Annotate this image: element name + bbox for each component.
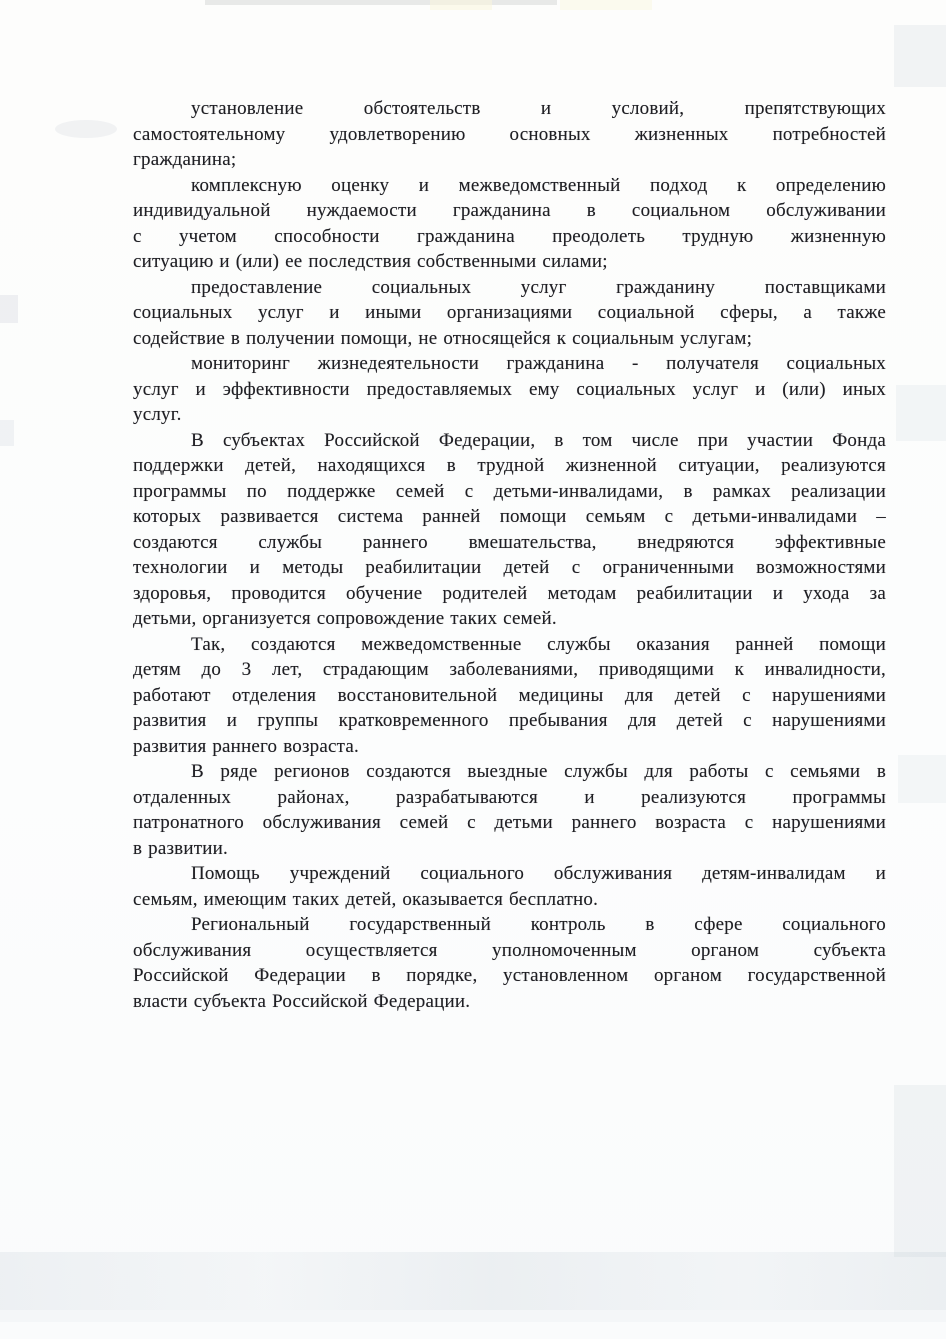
text-line: развития раннего возраста.: [133, 735, 359, 757]
text-line: В субъектах Российской Федерации, в том числе при участии Фонда: [191, 429, 886, 451]
text-line: власти субъекта Российской Федерации.: [133, 990, 471, 1012]
document-body: [133, 96, 886, 1014]
text-line: развития и группы кратковременного пребывания для детей с нарушениями: [133, 710, 886, 731]
text-line: самостоятельному удовлетворению основных жизненных потребностей: [133, 123, 886, 145]
text-line: комплексную оценку и межведомственный подход к определению: [191, 174, 886, 196]
text-line: социальных услуг и иными организациями социальной сферы, а также: [133, 302, 886, 323]
text-line: детьми, организуется сопровождение таких семей.: [133, 608, 557, 629]
paragraph: [133, 759, 886, 861]
text-line: Так, создаются межведомственные службы оказания ранней помощи: [191, 633, 886, 655]
text-line: поддержки детей, находящихся в трудной жизненной ситуации, реализуются: [133, 455, 886, 476]
text-line: установление обстоятельств и условий, препятствующих: [191, 98, 886, 119]
text-line: технологии и методы реабилитации детей с ограниченными возможностями: [133, 557, 886, 578]
text-line: Российской Федерации в порядке, установленном органом государственной: [133, 965, 886, 986]
text-line: которых развивается система ранней помощи семьям с детьми-инвалидами –: [133, 506, 886, 527]
text-line: услуг.: [133, 404, 182, 425]
scan-artifact-top-strip: [205, 0, 557, 5]
text-line: В ряде регионов создаются выездные службы для работы с семьями в: [191, 761, 886, 782]
scan-artifact-left-edge: [0, 295, 18, 323]
text-line: мониторинг жизнедеятельности гражданина - получателя социальных: [191, 353, 886, 374]
text-line: здоровья, проводится обучение родителей методам реабилитации и ухода за: [133, 582, 886, 604]
scan-artifact-bottom-band: [0, 1310, 946, 1322]
paragraph: [133, 861, 886, 912]
scan-artifact-cream-patch: [560, 0, 652, 10]
text-line: содействие в получении помощи, не относящейся к социальным услугам;: [133, 327, 753, 349]
paragraph: [133, 96, 886, 173]
scan-artifact-bottom-band: [0, 1252, 946, 1310]
paragraph: [133, 173, 886, 275]
text-line: гражданина;: [133, 149, 237, 170]
paragraph: [133, 632, 886, 760]
text-line: семьям, имеющим таких детей, оказывается бесплатно.: [133, 888, 599, 910]
paragraph: [133, 275, 886, 352]
scan-artifact-right-edge: [894, 25, 946, 87]
text-line: в развитии.: [133, 837, 228, 859]
text-line: создаются службы раннего вмешательства, внедряются эффективные: [133, 531, 886, 553]
paragraph: [133, 351, 886, 428]
scan-artifact-left-edge: [0, 420, 14, 446]
text-line: Помощь учреждений социального обслуживания детям-инвалидам и: [191, 863, 886, 884]
text-line: работают отделения восстановительной медицины для детей с нарушениями: [133, 684, 886, 706]
scan-artifact-cream-patch: [430, 0, 492, 10]
text-line: программы по поддержке семей с детьми-инвалидами, в рамках реализации: [133, 480, 886, 502]
paragraph: [133, 912, 886, 1014]
scan-artifact-right-edge: [896, 385, 946, 441]
text-line: патронатного обслуживания семей с детьми раннего возраста с нарушениями: [133, 812, 886, 833]
text-line: с учетом способности гражданина преодолеть трудную жизненную: [133, 225, 886, 247]
scan-artifact-smudge: [55, 120, 117, 138]
text-line: Региональный государственный контроль в сфере социального: [191, 914, 886, 935]
text-line: ситуацию и (или) ее последствия собственными силами;: [133, 251, 608, 272]
text-line: обслуживания осуществляется уполномоченным органом субъекта: [133, 939, 886, 961]
scan-artifact-right-edge: [898, 755, 946, 803]
scan-artifact-right-edge: [894, 1085, 946, 1257]
text-line: индивидуальной нуждаемости гражданина в социальном обслуживании: [133, 200, 886, 221]
paragraph: [133, 428, 886, 632]
text-line: предоставление социальных услуг гражданину поставщиками: [191, 276, 886, 298]
text-line: детям до 3 лет, страдающим заболеваниями, приводящими к инвалидности,: [133, 659, 886, 680]
text-line: отдаленных районах, разрабатываются и реализуются программы: [133, 786, 886, 808]
text-line: услуг и эффективности предоставляемых ему социальных услуг и (или) иных: [133, 378, 886, 400]
